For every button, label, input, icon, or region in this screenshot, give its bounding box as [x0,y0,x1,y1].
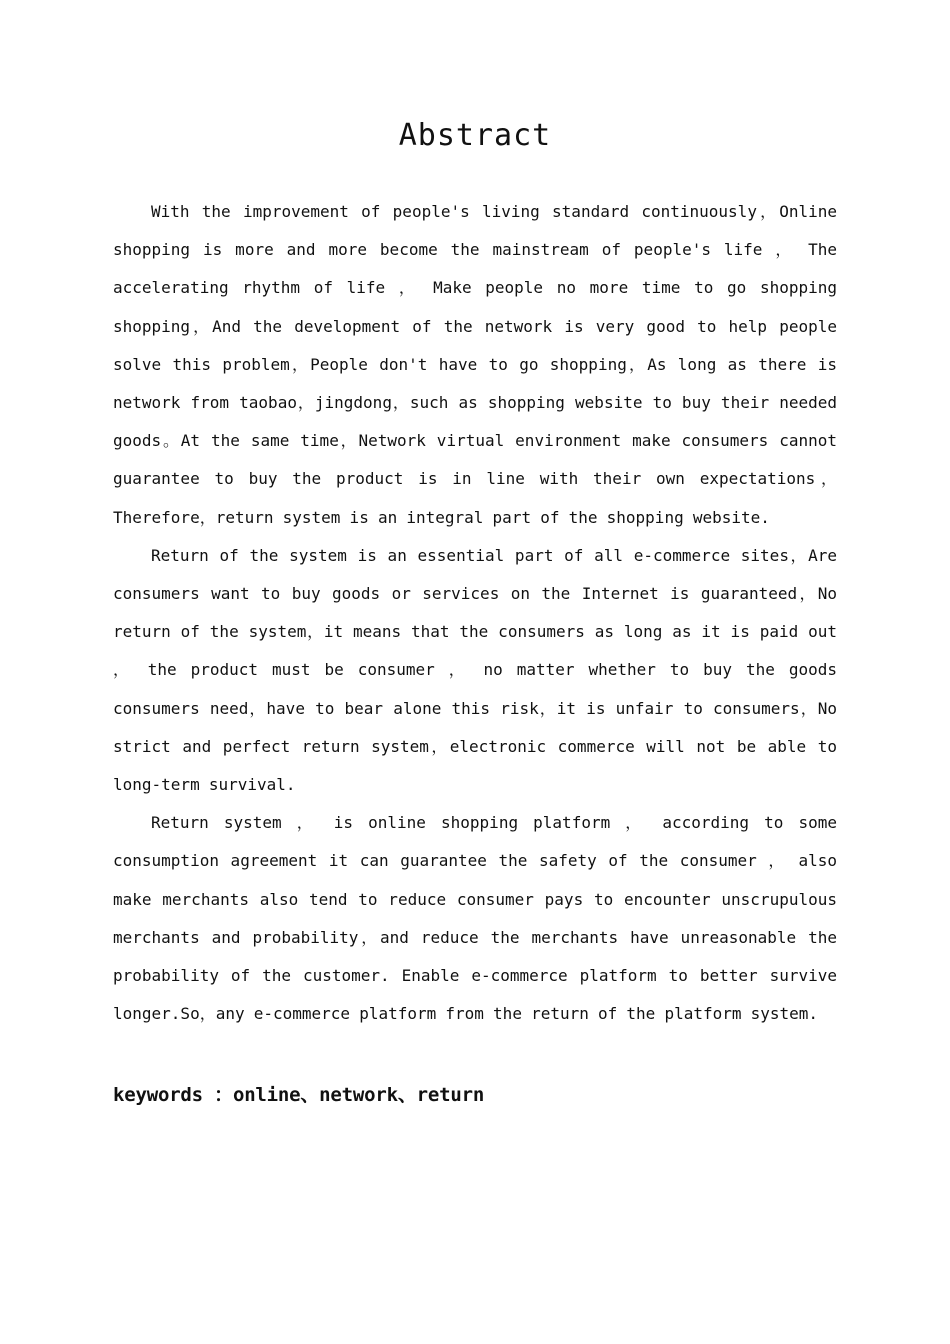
abstract-body [113,193,837,1033]
abstract-paragraph-2: Return of the system is an essential part of all e-commerce sites，Are consumers want to buy goods or services on the Internet is guaranteed，No return of the system，it means that the consumers as long as it is paid out ， the product must be consumer ， no matter whether to buy the goods consumers need，have to bear alone this risk，it is unfair to consumers，No strict and perfect return system，electronic commerce will not be able to long-term survival. [113,545,837,795]
abstract-paragraph-1: With the improvement of people's living standard continuously，Online shopping is more and more become the mainstream of people's life ， The accelerating rhythm of life ， Make people no more time to go shopping shopping，And the development of the network is very good to help people solve this problem，People don't have to go shopping，As long as there is network from taobao，jingdong，such as shopping website to buy their needed goods。At the same time，Network virtual environment make consumers cannot guarantee to buy the product is in line with their own expectations，Therefore，return system is an integral part of the shopping website. [113,202,837,527]
keywords-line: keywords ：online、network、return [113,1084,485,1106]
abstract-title: Abstract [398,118,552,153]
abstract-paragraph-3: Return system ， is online shopping platform ， according to some consumption agreement it can guarantee the safety of the consumer ， also make merchants also tend to reduce consumer pays to encounter unscrupulous merchants and probability，and reduce the merchants have unreasonable the probability of the customer. Enable e-commerce platform to better survive longer.So，any e-commerce platform from the return of the platform system. [113,813,837,1024]
